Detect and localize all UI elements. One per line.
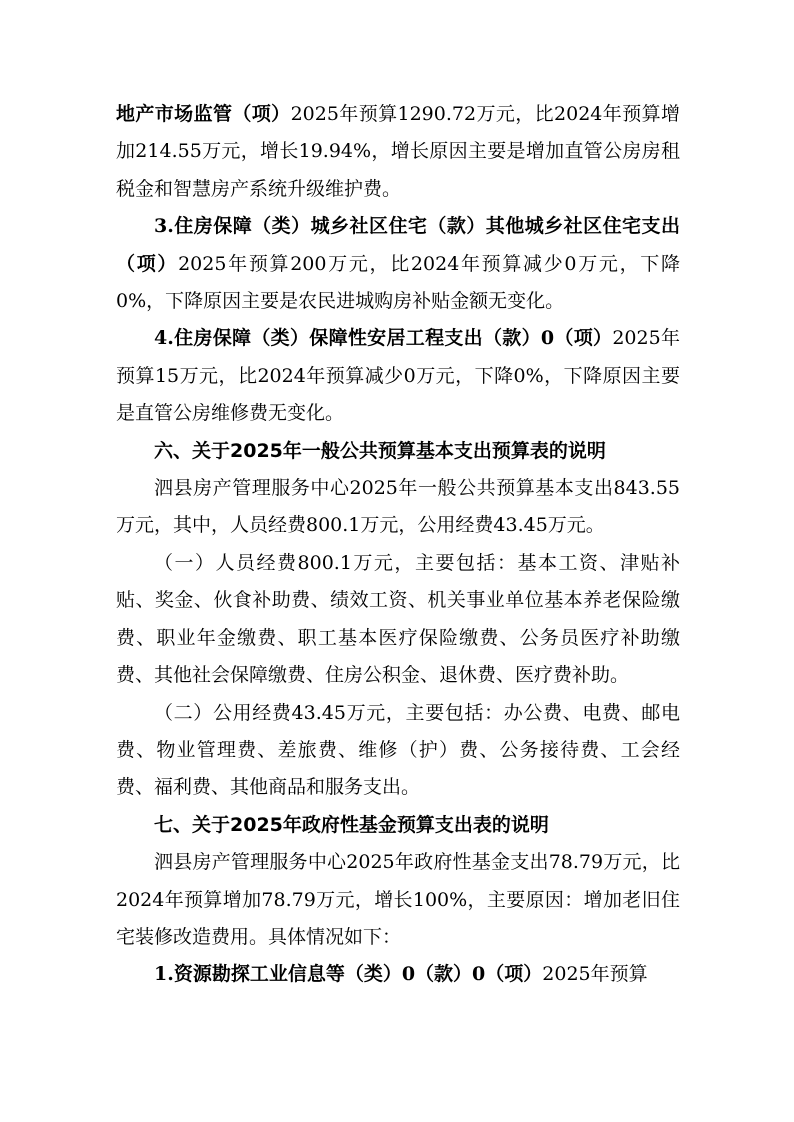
- item-label: 地产市场监管（项）: [116, 103, 291, 125]
- paragraph-personnel-expense: （一）人员经费800.1万元，主要包括：基本工资、津贴补贴、奖金、伙食补助费、绩效工资、机关事业单位基本养老保险缴费、职业年金缴费、职工基本医疗保险缴费、公务员医疗补助缴费、其他社会保障缴费、住房公积金、退休费、医疗费补助。: [116, 551, 680, 687]
- section-heading-6: 六、关于2025年一般公共预算基本支出预算表的说明: [154, 439, 606, 462]
- paragraph-item-4: [116, 320, 680, 432]
- paragraph-item-3: [116, 208, 680, 320]
- item-label: 3.住房保障（类）城乡社区住宅（款）其他城乡社区住宅支出（项）: [116, 215, 680, 275]
- paragraph-basic-expense: 泗县房产管理服务中心2025年一般公共预算基本支出843.55万元，其中，人员经费800.1万元，公用经费43.45万元。: [116, 477, 680, 537]
- paragraph-item-1: [116, 956, 680, 993]
- item-label: 1.资源勘探工业信息等（类）0（款）0（项）: [154, 963, 543, 986]
- paragraph-public-expense: （二）公用经费43.45万元，主要包括：办公费、电费、邮电费、物业管理费、差旅费、维修（护）费、公务接待费、工会经费、福利费、其他商品和服务支出。: [116, 701, 680, 799]
- paragraph-fund-expense: 泗县房产管理服务中心2025年政府性基金支出78.79万元，比2024年预算增加78.79万元，增长100%，主要原因：增加老旧住宅装修改造费用。具体情况如下：: [116, 851, 680, 948]
- paragraph-text: 2025年预算15万元，比2024年预算减少0万元，下降0%，下降原因主要是直管公房维修费无变化。: [116, 327, 681, 425]
- paragraph-text: 2025年预算200万元，比2024年预算减少0万元，下降0%，下降原因主要是农民进城购房补贴金额无变化。: [116, 252, 680, 313]
- paragraph-text: 2025年预算1290.72万元，比2024年预算增加214.55万元，增长19.94%，增长原因主要是增加直管公房房租税金和智慧房产系统升级维护费。: [116, 103, 680, 200]
- paragraph-housing-market: [116, 96, 680, 208]
- paragraph-text: 2025年预算: [542, 963, 648, 986]
- section-heading-7: 七、关于2025年政府性基金预算支出表的说明: [154, 813, 549, 836]
- item-label: 4.住房保障（类）保障性安居工程支出（款）0（项）: [154, 327, 613, 350]
- document-body: [116, 96, 680, 994]
